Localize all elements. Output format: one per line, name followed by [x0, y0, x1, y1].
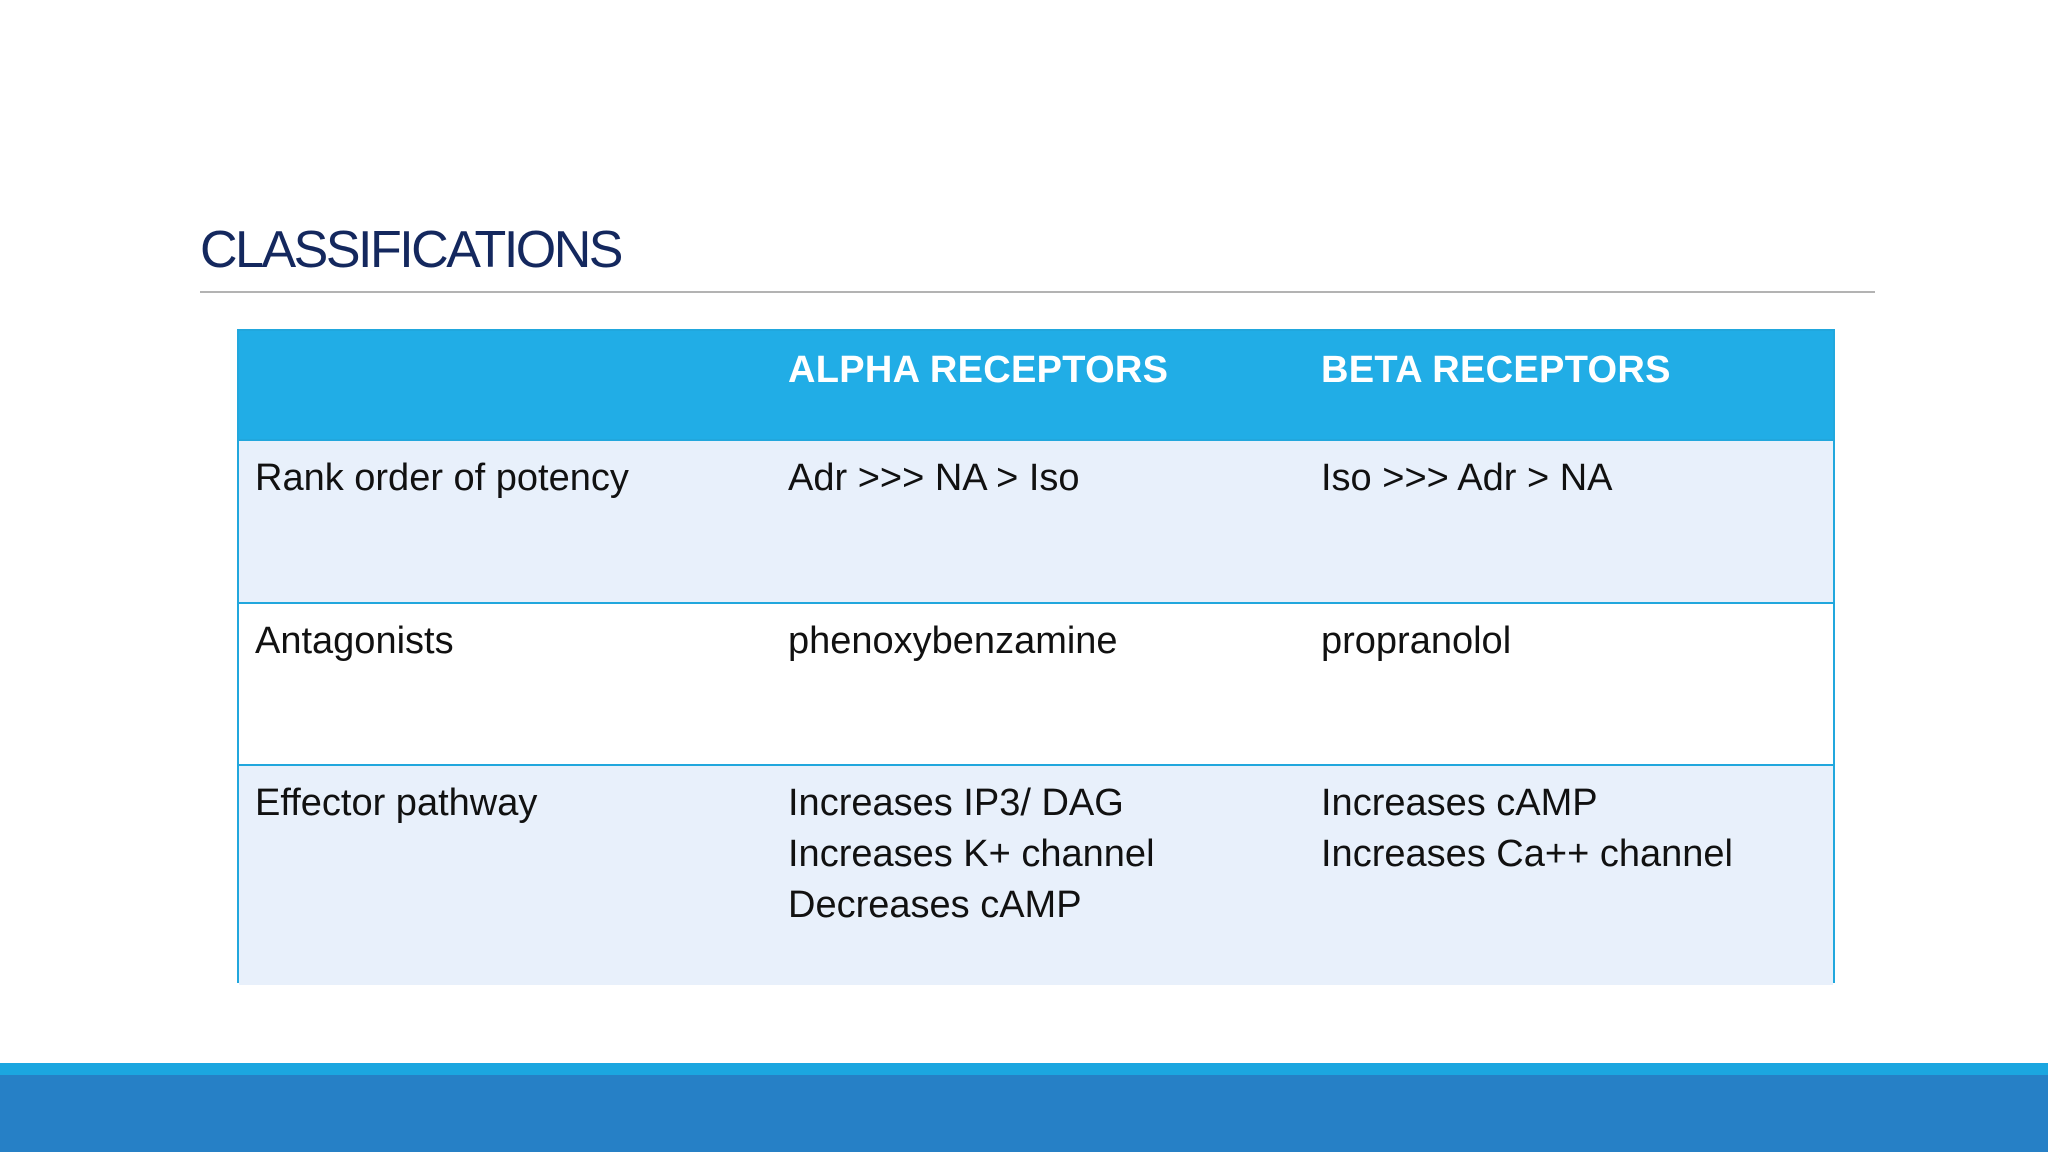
cell-line: propranolol — [1321, 620, 1512, 662]
cell-line: Adr >>> NA > Iso — [788, 457, 1080, 499]
header-cell-alpha: ALPHA RECEPTORS — [772, 331, 1305, 440]
table-row — [239, 440, 1833, 603]
alpha-cell — [772, 440, 1305, 603]
beta-cell — [1305, 440, 1833, 603]
cell-line: phenoxybenzamine — [788, 620, 1118, 662]
alpha-cell — [772, 765, 1305, 985]
beta-cell — [1305, 603, 1833, 765]
table-row — [239, 765, 1833, 985]
cell-line: Increases IP3/ DAG — [788, 782, 1124, 824]
classification-table — [239, 331, 1833, 985]
cell-line: Increases Ca++ channel — [1321, 833, 1733, 875]
beta-cell — [1305, 765, 1833, 985]
cell-line: Decreases cAMP — [788, 884, 1082, 926]
cell-line: Increases cAMP — [1321, 782, 1598, 824]
footer-accent-band — [0, 1063, 2048, 1075]
slide-title: CLASSIFICATIONS — [200, 221, 621, 279]
classification-table-container — [237, 329, 1835, 983]
cell-line: Iso >>> Adr > NA — [1321, 457, 1613, 499]
table-header-row — [239, 331, 1833, 440]
row-label: Rank order of potency — [239, 440, 772, 603]
header-cell-empty — [239, 331, 772, 440]
row-label: Antagonists — [239, 603, 772, 765]
header-cell-beta: BETA RECEPTORS — [1305, 331, 1833, 440]
table-row — [239, 603, 1833, 765]
row-label: Effector pathway — [239, 765, 772, 985]
cell-line: Increases K+ channel — [788, 833, 1155, 875]
footer-band — [0, 1075, 2048, 1152]
title-divider — [200, 291, 1875, 293]
alpha-cell — [772, 603, 1305, 765]
